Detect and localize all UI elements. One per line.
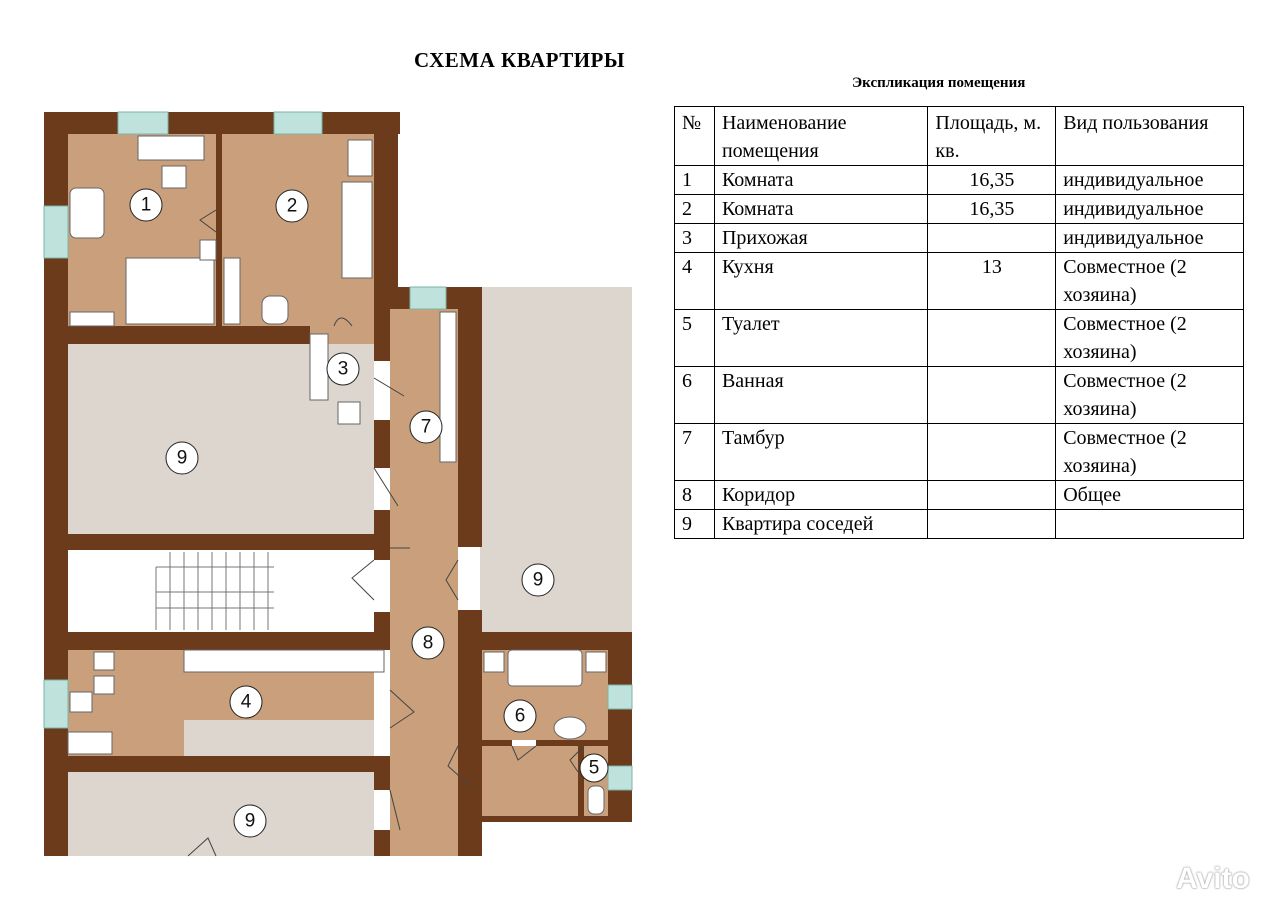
cell-area (928, 310, 1056, 367)
cell-name: Туалет (714, 310, 927, 367)
room-3b-floor (334, 326, 374, 344)
cell-area: 13 (928, 253, 1056, 310)
cell-name: Комната (714, 195, 927, 224)
cell-usage (1056, 510, 1244, 539)
cell-area: 16,35 (928, 195, 1056, 224)
table-header-row (675, 107, 1244, 166)
room-badge-6 (504, 700, 536, 732)
cell-area (928, 367, 1056, 424)
cell-area (928, 481, 1056, 510)
cell-usage: индивидуальное (1056, 224, 1244, 253)
room-badge-1 (130, 189, 162, 221)
cell-number: 7 (675, 424, 715, 481)
avito-watermark: Avito (1176, 862, 1250, 895)
header-number: № (675, 107, 715, 166)
table-row (675, 310, 1244, 367)
cell-number: 4 (675, 253, 715, 310)
room-badge-8-label: 8 (422, 632, 434, 654)
cell-number: 3 (675, 224, 715, 253)
header-area: Площадь, м. кв. (928, 107, 1056, 166)
room-badge-4-label: 4 (240, 691, 252, 713)
cell-usage: Совместное (2 хозяина) (1056, 424, 1244, 481)
room-badge-9a (166, 442, 198, 474)
cell-usage: индивидуальное (1056, 195, 1244, 224)
header-usage: Вид пользования (1056, 107, 1244, 166)
table-row (675, 510, 1244, 539)
cell-number: 2 (675, 195, 715, 224)
neighbor-area-right (480, 287, 632, 632)
table-row (675, 224, 1244, 253)
room-hall-floor (482, 746, 578, 816)
cell-area (928, 424, 1056, 481)
room-badge-2-label: 2 (286, 195, 298, 217)
header-name: Наименование помещения (714, 107, 927, 166)
cell-area (928, 224, 1056, 253)
room-badge-9b (522, 564, 554, 596)
room-badge-8 (412, 627, 444, 659)
room-badge-7-label: 7 (420, 416, 432, 438)
cell-number: 9 (675, 510, 715, 539)
cell-usage: Совместное (2 хозяина) (1056, 367, 1244, 424)
cell-name: Ванная (714, 367, 927, 424)
table-row (675, 367, 1244, 424)
room-badge-1-label: 1 (140, 194, 152, 216)
cell-area: 16,35 (928, 166, 1056, 195)
explication-table (674, 106, 1244, 539)
table-row (675, 166, 1244, 195)
room-badge-3 (327, 353, 359, 385)
explication-title: Экспликация помещения (852, 75, 1026, 91)
cell-usage: Общее (1056, 481, 1244, 510)
neighbor-9c-floor (68, 772, 374, 856)
room-badge-9b-label: 9 (532, 569, 544, 591)
room-badge-5-label: 5 (588, 757, 600, 779)
room-badge-3-label: 3 (337, 358, 349, 380)
cell-name: Комната (714, 166, 927, 195)
cell-number: 5 (675, 310, 715, 367)
cell-usage: Совместное (2 хозяина) (1056, 253, 1244, 310)
table-row (675, 253, 1244, 310)
cell-name: Коридор (714, 481, 927, 510)
room-badge-5 (580, 754, 608, 782)
plan-title: СХЕМА КВАРТИРЫ (414, 48, 625, 72)
cell-name: Кухня (714, 253, 927, 310)
room-badge-7 (410, 411, 442, 443)
room-8-floor (390, 547, 458, 856)
cell-number: 6 (675, 367, 715, 424)
cell-number: 1 (675, 166, 715, 195)
room-badge-9c (234, 805, 266, 837)
room-badge-6-label: 6 (514, 705, 526, 727)
table-row (675, 195, 1244, 224)
table-row (675, 481, 1244, 510)
kitchen-counter-zone (184, 720, 374, 756)
room-badge-2 (276, 190, 308, 222)
cell-usage: Совместное (2 хозяина) (1056, 310, 1244, 367)
cell-name: Прихожая (714, 224, 927, 253)
table-row (675, 424, 1244, 481)
cell-usage: индивидуальное (1056, 166, 1244, 195)
cell-number: 8 (675, 481, 715, 510)
cell-name: Квартира соседей (714, 510, 927, 539)
staircase (68, 550, 374, 632)
room-badge-9a-label: 9 (176, 447, 188, 469)
cell-area (928, 510, 1056, 539)
room-badge-9c-label: 9 (244, 810, 256, 832)
room-badge-4 (230, 686, 262, 718)
cell-name: Тамбур (714, 424, 927, 481)
